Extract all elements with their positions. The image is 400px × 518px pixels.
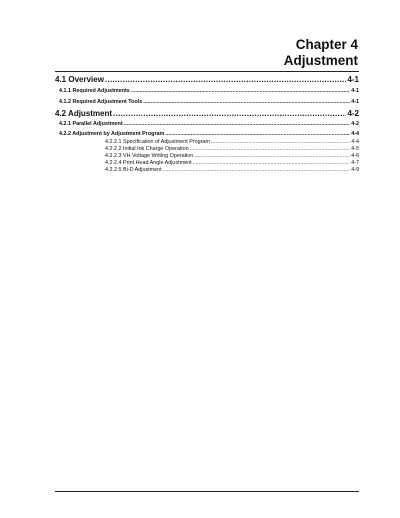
dot-leader: [131, 88, 350, 94]
toc-entry-4-1[interactable]: [55, 75, 359, 84]
toc-entry-page: 4-2: [347, 109, 359, 118]
toc-entry-4-2-2-5[interactable]: [105, 167, 359, 173]
toc-entry-title: 4.2.2.3 VH Voltage Writing Operation: [105, 153, 194, 159]
toc-entry-title: 4.2.2.4 Print Head Angle Adjustment: [105, 160, 192, 166]
toc-entry-page: 4-7: [351, 160, 359, 166]
toc-entry-page: 4-1: [347, 75, 359, 84]
toc-entry-4-2-2-3[interactable]: [105, 153, 359, 159]
toc-entry-4-1-2[interactable]: [59, 99, 359, 105]
toc-entry-title: 4.2.2.5 Bi-D Adjustment: [105, 167, 162, 173]
chapter-title: Adjustment: [283, 53, 358, 68]
toc-entry-page: 4-2: [351, 121, 359, 127]
toc-entry-4-2[interactable]: [55, 109, 359, 118]
dot-leader: [163, 167, 351, 173]
toc-entry-4-2-2-4[interactable]: [105, 160, 359, 166]
dot-leader: [211, 139, 350, 145]
dot-leader: [193, 160, 351, 166]
dot-leader: [113, 109, 346, 118]
chapter-number: Chapter 4: [295, 37, 358, 52]
chapter-header: [284, 37, 358, 69]
toc-entry-page: 4-6: [351, 153, 359, 159]
dot-leader: [194, 153, 350, 159]
dot-leader: [143, 99, 350, 105]
footer-rule: [55, 491, 359, 492]
toc-entry-4-1-1[interactable]: [59, 88, 359, 94]
toc-entry-title: 4.2 Adjustment: [55, 109, 113, 118]
toc-entry-page: 4-1: [351, 99, 359, 105]
toc-entry-page: 4-4: [351, 139, 359, 145]
toc-entry-4-2-2[interactable]: [59, 131, 359, 137]
toc-entry-4-2-2-2[interactable]: [105, 146, 359, 152]
toc-entry-title: 4.2.2.1 Specification of Adjustment Program: [105, 139, 210, 145]
toc-entry-title: 4.1.1 Required Adjustments: [59, 88, 130, 94]
toc-entry-page: 4-4: [351, 131, 359, 137]
toc-entry-title: 4.2.1 Parallel Adjustment: [59, 121, 123, 127]
toc-entry-4-2-1[interactable]: [59, 121, 359, 127]
toc-entry-page: 4-1: [351, 88, 359, 94]
toc-entry-title: 4.2.2 Adjustment by Adjustment Program: [59, 131, 165, 137]
toc-entry-title: 4.1 Overview: [55, 75, 104, 84]
dot-leader: [165, 131, 350, 137]
dot-leader: [124, 121, 351, 127]
toc-entry-page: 4-5: [351, 146, 359, 152]
dot-leader: [105, 75, 347, 84]
toc-entry-title: 4.1.2 Required Adjustment Tools: [59, 99, 143, 105]
dot-leader: [190, 146, 351, 152]
toc-entry-title: 4.2.2.2 Initial Ink Charge Operation: [105, 146, 189, 152]
toc-entry-4-2-2-1[interactable]: [105, 139, 359, 145]
header-rule: [55, 71, 359, 72]
toc-entry-page: 4-9: [351, 167, 359, 173]
